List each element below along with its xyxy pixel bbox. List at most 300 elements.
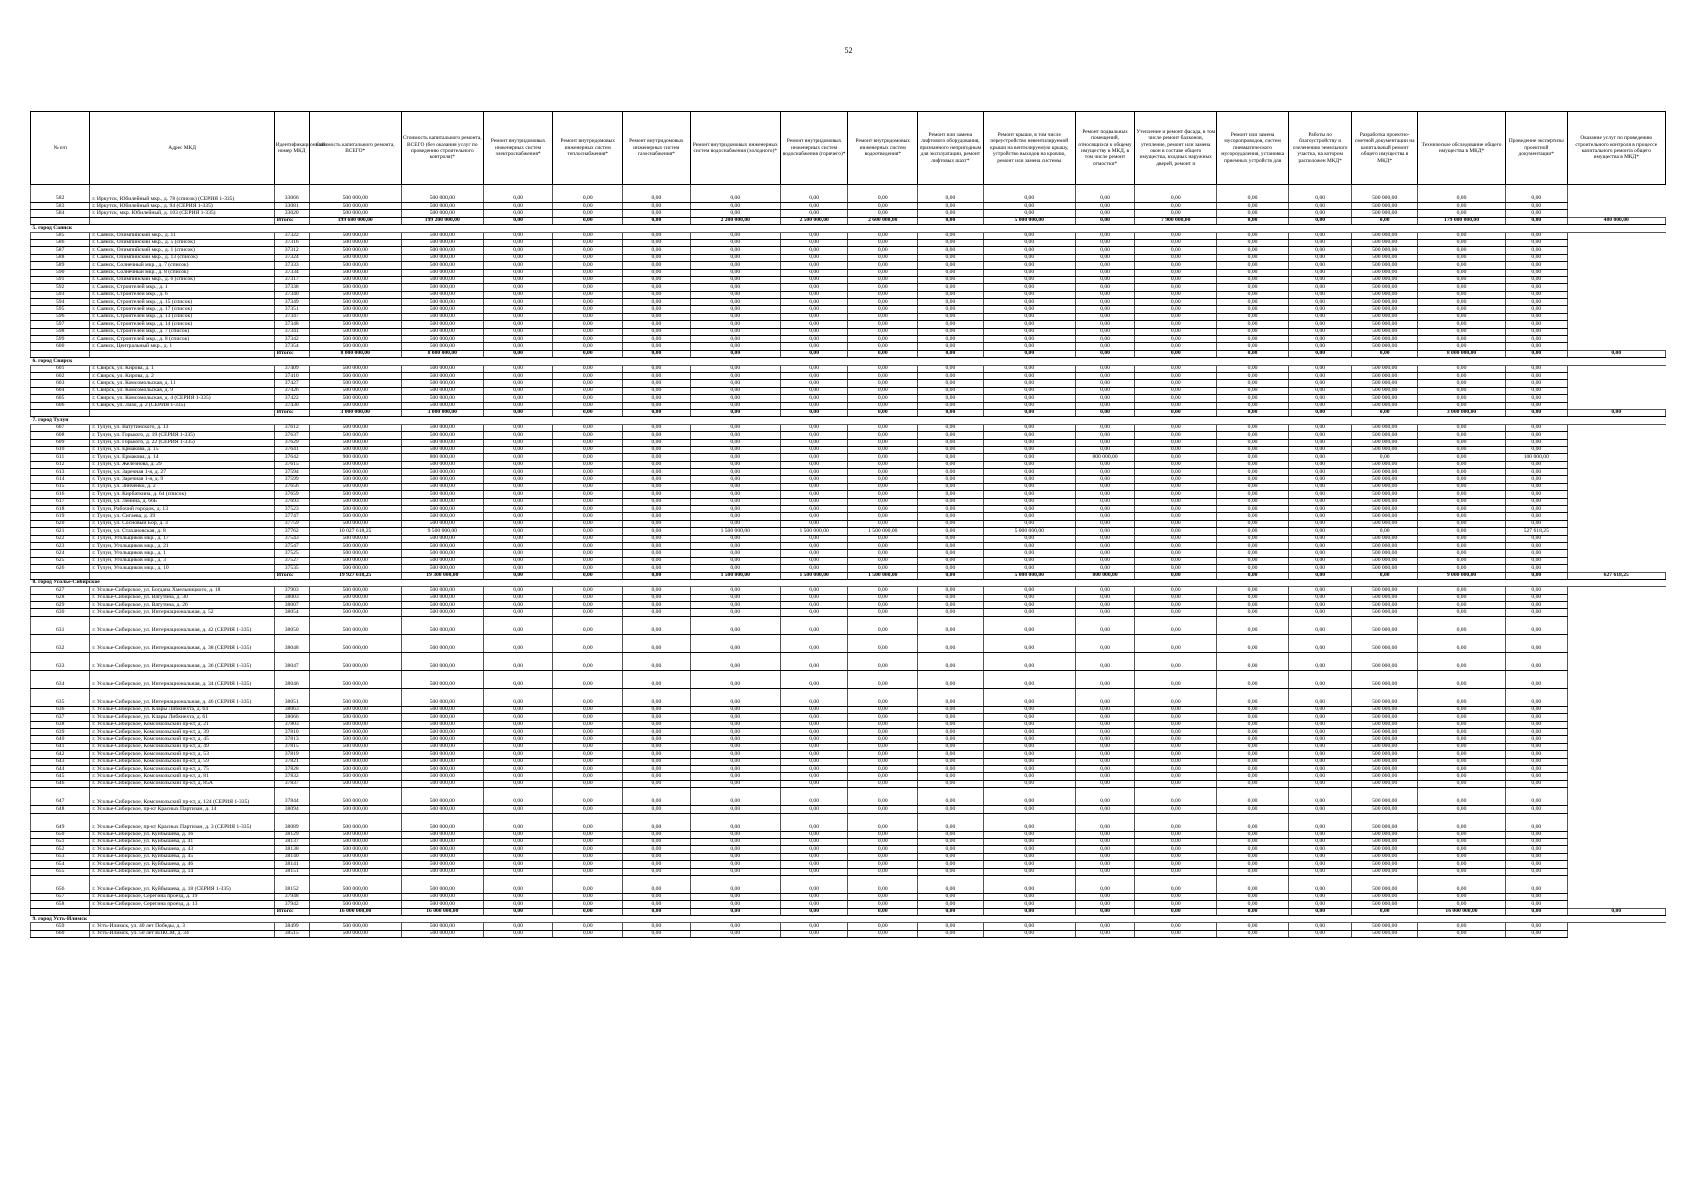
table-row xyxy=(31,688,1666,706)
table-row xyxy=(31,395,1666,402)
value-cell: 500 000,00 xyxy=(1352,306,1418,313)
address-cell: г. Усолье-Сибирское, ул. Ватутина, д. 30 xyxy=(90,594,274,601)
total-value-cell: 16 000 000,00 xyxy=(309,908,401,915)
value-cell: 0,00 xyxy=(918,498,984,505)
value-cell: 0,00 xyxy=(483,838,553,845)
row-number: 633 xyxy=(31,652,90,670)
building-id-cell: 37334 xyxy=(274,269,309,276)
value-cell: 0,00 xyxy=(918,306,984,313)
value-cell: 0,00 xyxy=(918,766,984,773)
column-header: № п/п xyxy=(31,112,90,185)
value-cell: 500 000,00 xyxy=(1352,284,1418,291)
value-cell: 0,00 xyxy=(623,395,691,402)
value-cell: 0,00 xyxy=(918,299,984,306)
column-header: Техническое обследование общего имущества в МКД* xyxy=(1417,112,1505,185)
value-cell: 0,00 xyxy=(483,306,553,313)
value-cell: 0,00 xyxy=(1135,780,1217,787)
value-cell: 0,00 xyxy=(483,706,553,713)
value-cell: 0,00 xyxy=(483,372,553,379)
total-value-cell: 8 000 000,00 xyxy=(401,350,483,357)
address-cell: г. Тулун, ул. Сигаева, д. 39 xyxy=(90,513,274,520)
building-id-cell: 37427 xyxy=(274,380,309,387)
table-row xyxy=(31,498,1666,505)
value-cell: 0,00 xyxy=(553,203,623,210)
value-cell: 0,00 xyxy=(1417,557,1505,564)
value-cell: 0,00 xyxy=(918,806,984,813)
value-cell: 0,00 xyxy=(690,706,780,713)
value-cell: 0,00 xyxy=(1135,306,1217,313)
address-cell: г. Усолье-Сибирское, ул. Клары Либкнехта, д. 61 xyxy=(90,714,274,721)
value-cell: 0,00 xyxy=(1288,299,1352,306)
value-cell: 500 000,00 xyxy=(401,652,483,670)
value-cell: 0,00 xyxy=(1506,446,1567,453)
total-value-cell: 0,00 xyxy=(483,217,553,224)
value-cell: 0,00 xyxy=(983,336,1075,343)
value-cell: 0,00 xyxy=(1135,313,1217,320)
value-cell: 500 000,00 xyxy=(1352,476,1418,483)
address-cell: г. Тулун, Угольщиков мкр., д. 1 xyxy=(90,550,274,557)
value-cell: 0,00 xyxy=(848,853,918,860)
value-cell: 0,00 xyxy=(553,788,623,806)
table-row xyxy=(31,846,1666,853)
value-cell: 0,00 xyxy=(483,185,553,203)
total-value-cell: 0,00 xyxy=(1217,409,1289,416)
value-cell: 0,00 xyxy=(1506,299,1567,306)
value-cell: 0,00 xyxy=(983,446,1075,453)
value-cell: 0,00 xyxy=(690,343,780,350)
building-id-cell: 38137 xyxy=(274,838,309,845)
row-number: 650 xyxy=(31,831,90,838)
row-number: 651 xyxy=(31,838,90,845)
value-cell: 0,00 xyxy=(1506,380,1567,387)
value-cell: 0,00 xyxy=(1217,365,1289,372)
value-cell: 1 500 000,00 xyxy=(780,528,848,535)
column-header: Ремонт внутридомовых инженерных систем водоснабжения (горячего)* xyxy=(780,112,848,185)
value-cell: 100 000,00 xyxy=(1506,454,1567,461)
value-cell: 0,00 xyxy=(848,780,918,787)
table-row xyxy=(31,483,1666,490)
value-cell: 0,00 xyxy=(1075,542,1134,549)
value-cell: 0,00 xyxy=(553,550,623,557)
value-cell: 0,00 xyxy=(1075,773,1134,780)
value-cell: 0,00 xyxy=(780,380,848,387)
value-cell: 0,00 xyxy=(1075,846,1134,853)
value-cell: 0,00 xyxy=(690,688,780,706)
table-row xyxy=(31,743,1666,750)
value-cell: 500 000,00 xyxy=(309,461,401,468)
total-value-cell: 0,00 xyxy=(1352,217,1418,224)
value-cell: 0,00 xyxy=(623,594,691,601)
value-cell: 0,00 xyxy=(780,313,848,320)
value-cell: 0,00 xyxy=(1506,901,1567,908)
value-cell: 0,00 xyxy=(848,387,918,394)
value-cell: 0,00 xyxy=(918,758,984,765)
value-cell: 0,00 xyxy=(1417,365,1505,372)
value-cell: 0,00 xyxy=(1075,203,1134,210)
value-cell: 0,00 xyxy=(553,439,623,446)
value-cell: 0,00 xyxy=(1288,780,1352,787)
row-number: 659 xyxy=(31,923,90,930)
value-cell: 0,00 xyxy=(1506,587,1567,594)
value-cell: 500 000,00 xyxy=(401,432,483,439)
value-cell: 0,00 xyxy=(983,328,1075,335)
value-cell: 500 000,00 xyxy=(401,846,483,853)
value-cell: 500 000,00 xyxy=(401,402,483,409)
value-cell: 0,00 xyxy=(918,520,984,527)
value-cell: 0,00 xyxy=(780,565,848,572)
value-cell: 500 000,00 xyxy=(1352,831,1418,838)
value-cell: 0,00 xyxy=(780,901,848,908)
table-row xyxy=(31,491,1666,498)
value-cell: 0,00 xyxy=(623,328,691,335)
total-value-cell: 0,00 xyxy=(690,409,780,416)
table-row xyxy=(31,372,1666,379)
address-cell: г. Тулун, Рабочий городок, д. 13 xyxy=(90,506,274,513)
value-cell: 500 000,00 xyxy=(1352,743,1418,750)
value-cell: 0,00 xyxy=(690,491,780,498)
table-row xyxy=(31,806,1666,813)
value-cell: 0,00 xyxy=(623,688,691,706)
total-row xyxy=(31,217,1666,224)
value-cell: 500 000,00 xyxy=(1352,247,1418,254)
value-cell: 0,00 xyxy=(1075,262,1134,269)
row-number: 618 xyxy=(31,506,90,513)
value-cell: 0,00 xyxy=(483,269,553,276)
value-cell: 500 000,00 xyxy=(401,446,483,453)
value-cell: 0,00 xyxy=(1417,269,1505,276)
value-cell: 0,00 xyxy=(918,513,984,520)
value-cell: 0,00 xyxy=(483,773,553,780)
value-cell: 0,00 xyxy=(483,736,553,743)
column-header: Ремонт внутридомовых инженерных систем водоотведения* xyxy=(848,112,918,185)
row-number: 598 xyxy=(31,328,90,335)
value-cell: 500 000,00 xyxy=(1352,483,1418,490)
value-cell: 0,00 xyxy=(780,609,848,616)
value-cell: 0,00 xyxy=(623,813,691,831)
value-cell: 0,00 xyxy=(483,284,553,291)
value-cell: 0,00 xyxy=(1417,758,1505,765)
total-value-cell: 0,00 xyxy=(918,572,984,579)
value-cell: 500 000,00 xyxy=(309,262,401,269)
building-id-cell: 37409 xyxy=(274,365,309,372)
value-cell: 0,00 xyxy=(1217,469,1289,476)
value-cell: 0,00 xyxy=(918,432,984,439)
value-cell: 0,00 xyxy=(848,861,918,868)
value-cell: 500 000,00 xyxy=(401,729,483,736)
value-cell: 0,00 xyxy=(623,432,691,439)
value-cell: 0,00 xyxy=(1288,276,1352,283)
value-cell: 0,00 xyxy=(623,587,691,594)
building-id-cell: 37637 xyxy=(274,432,309,439)
value-cell: 0,00 xyxy=(553,901,623,908)
value-cell: 0,00 xyxy=(1506,328,1567,335)
value-cell: 0,00 xyxy=(1075,550,1134,557)
value-cell: 500 000,00 xyxy=(309,483,401,490)
value-cell: 0,00 xyxy=(918,602,984,609)
value-cell: 0,00 xyxy=(983,321,1075,328)
value-cell: 0,00 xyxy=(1075,461,1134,468)
table-row xyxy=(31,535,1666,542)
value-cell: 500 000,00 xyxy=(309,893,401,900)
value-cell: 0,00 xyxy=(1135,461,1217,468)
row-number: 649 xyxy=(31,813,90,831)
value-cell: 0,00 xyxy=(983,284,1075,291)
value-cell: 0,00 xyxy=(848,550,918,557)
empty-cell xyxy=(90,572,274,579)
total-value-cell: 1 500 000,00 xyxy=(848,572,918,579)
value-cell: 0,00 xyxy=(1417,395,1505,402)
value-cell: 0,00 xyxy=(983,634,1075,652)
building-id-cell: 37813 xyxy=(274,736,309,743)
total-value-cell: 3 000 000,00 xyxy=(401,409,483,416)
value-cell: 0,00 xyxy=(1288,284,1352,291)
value-cell: 0,00 xyxy=(848,609,918,616)
value-cell: 0,00 xyxy=(1288,446,1352,453)
value-cell: 0,00 xyxy=(1217,838,1289,845)
value-cell: 0,00 xyxy=(623,439,691,446)
value-cell: 0,00 xyxy=(780,446,848,453)
value-cell: 0,00 xyxy=(983,439,1075,446)
row-number: 637 xyxy=(31,714,90,721)
table-row xyxy=(31,284,1666,291)
value-cell: 0,00 xyxy=(1075,893,1134,900)
building-id-cell: 37594 xyxy=(274,469,309,476)
value-cell: 0,00 xyxy=(1417,535,1505,542)
value-cell: 0,00 xyxy=(1217,306,1289,313)
table-row xyxy=(31,185,1666,203)
value-cell: 0,00 xyxy=(1506,542,1567,549)
value-cell: 0,00 xyxy=(1217,652,1289,670)
value-cell: 0,00 xyxy=(1352,454,1418,461)
row-number: 644 xyxy=(31,766,90,773)
value-cell: 0,00 xyxy=(918,688,984,706)
value-cell: 0,00 xyxy=(1135,239,1217,246)
value-cell: 0,00 xyxy=(1217,861,1289,868)
value-cell: 800 000,00 xyxy=(1075,454,1134,461)
value-cell: 0,00 xyxy=(1288,609,1352,616)
value-cell: 0,00 xyxy=(690,291,780,298)
value-cell: 0,00 xyxy=(848,269,918,276)
total-value-cell: 0,00 xyxy=(1075,350,1134,357)
value-cell: 0,00 xyxy=(1135,454,1217,461)
building-id-cell: 38089 xyxy=(274,813,309,831)
value-cell: 0,00 xyxy=(1135,751,1217,758)
row-number: 583 xyxy=(31,203,90,210)
building-id-cell: 37832 xyxy=(274,773,309,780)
value-cell: 9 500 000,00 xyxy=(401,528,483,535)
value-cell: 0,00 xyxy=(780,868,848,875)
value-cell: 0,00 xyxy=(623,853,691,860)
value-cell: 500 000,00 xyxy=(401,634,483,652)
value-cell: 0,00 xyxy=(1135,284,1217,291)
value-cell: 0,00 xyxy=(780,210,848,217)
value-cell: 0,00 xyxy=(848,432,918,439)
value-cell: 0,00 xyxy=(483,806,553,813)
total-value-cell: 0,00 xyxy=(1217,217,1289,224)
value-cell: 0,00 xyxy=(623,923,691,930)
value-cell: 0,00 xyxy=(553,634,623,652)
value-cell: 0,00 xyxy=(983,670,1075,688)
value-cell: 0,00 xyxy=(623,469,691,476)
value-cell: 0,00 xyxy=(1288,328,1352,335)
total-value-cell: 0,00 xyxy=(1352,409,1418,416)
value-cell: 0,00 xyxy=(983,616,1075,634)
value-cell: 0,00 xyxy=(848,446,918,453)
value-cell: 0,00 xyxy=(983,838,1075,845)
table-row xyxy=(31,766,1666,773)
table-row xyxy=(31,602,1666,609)
value-cell: 0,00 xyxy=(623,773,691,780)
total-value-cell: 0,00 xyxy=(918,908,984,915)
value-cell: 500 000,00 xyxy=(309,520,401,527)
value-cell: 0,00 xyxy=(1217,321,1289,328)
value-cell: 0,00 xyxy=(1217,476,1289,483)
value-cell: 0,00 xyxy=(1417,210,1505,217)
total-label: Итого: xyxy=(274,350,309,357)
building-id-cell: 37828 xyxy=(274,766,309,773)
value-cell: 0,00 xyxy=(1288,550,1352,557)
value-cell: 0,00 xyxy=(1288,336,1352,343)
building-id-cell: 37410 xyxy=(274,372,309,379)
value-cell: 0,00 xyxy=(983,609,1075,616)
value-cell: 500 000,00 xyxy=(401,439,483,446)
value-cell: 0,00 xyxy=(1417,491,1505,498)
building-id-cell: 37317 xyxy=(274,276,309,283)
value-cell: 0,00 xyxy=(1417,901,1505,908)
value-cell: 0,00 xyxy=(690,609,780,616)
value-cell: 500 000,00 xyxy=(401,262,483,269)
value-cell: 0,00 xyxy=(848,806,918,813)
value-cell: 0,00 xyxy=(780,729,848,736)
value-cell: 0,00 xyxy=(1506,313,1567,320)
value-cell: 0,00 xyxy=(780,838,848,845)
address-cell: г. Саянск, Олимпийский мкр., д. 13 (список) xyxy=(90,254,274,261)
value-cell: 500 000,00 xyxy=(309,616,401,634)
value-cell: 0,00 xyxy=(848,498,918,505)
value-cell: 0,00 xyxy=(553,284,623,291)
value-cell: 0,00 xyxy=(780,688,848,706)
value-cell: 0,00 xyxy=(483,813,553,831)
value-cell: 500 000,00 xyxy=(309,721,401,728)
total-value-cell: 0,00 xyxy=(623,217,691,224)
value-cell: 0,00 xyxy=(1288,262,1352,269)
value-cell: 0,00 xyxy=(690,365,780,372)
value-cell: 0,00 xyxy=(1075,402,1134,409)
value-cell: 0,00 xyxy=(553,336,623,343)
value-cell: 0,00 xyxy=(918,321,984,328)
address-cell: г. Тулун, ул. Ермакова, д. 15 xyxy=(90,446,274,453)
value-cell: 500 000,00 xyxy=(1352,313,1418,320)
value-cell: 0,00 xyxy=(690,535,780,542)
value-cell: 0,00 xyxy=(1288,901,1352,908)
value-cell: 0,00 xyxy=(983,861,1075,868)
value-cell: 0,00 xyxy=(1288,831,1352,838)
table-row xyxy=(31,868,1666,875)
value-cell: 500 000,00 xyxy=(309,780,401,787)
row-number: 595 xyxy=(31,306,90,313)
value-cell: 0,00 xyxy=(690,758,780,765)
value-cell: 0,00 xyxy=(918,203,984,210)
value-cell: 0,00 xyxy=(1217,846,1289,853)
value-cell: 0,00 xyxy=(623,454,691,461)
value-cell: 0,00 xyxy=(690,498,780,505)
value-cell: 0,00 xyxy=(780,788,848,806)
section-title: 8. город Усолье-Сибирское xyxy=(31,579,1666,586)
value-cell: 0,00 xyxy=(983,365,1075,372)
value-cell: 0,00 xyxy=(780,743,848,750)
value-cell: 0,00 xyxy=(623,557,691,564)
total-value-cell: 0,00 xyxy=(1288,572,1352,579)
value-cell: 0,00 xyxy=(1288,594,1352,601)
value-cell: 0,00 xyxy=(1075,652,1134,670)
section-title: 5. город Саянск xyxy=(31,225,1666,232)
value-cell: 0,00 xyxy=(1217,565,1289,572)
value-cell: 0,00 xyxy=(780,372,848,379)
value-cell: 0,00 xyxy=(918,729,984,736)
value-cell: 0,00 xyxy=(1135,729,1217,736)
row-number: 605 xyxy=(31,395,90,402)
row-number: 648 xyxy=(31,806,90,813)
value-cell: 0,00 xyxy=(1288,729,1352,736)
value-cell: 0,00 xyxy=(1217,247,1289,254)
value-cell: 0,00 xyxy=(1506,565,1567,572)
total-value-cell: 19 927 618,25 xyxy=(309,572,401,579)
value-cell: 500 000,00 xyxy=(401,780,483,787)
value-cell: 0,00 xyxy=(1506,714,1567,721)
address-cell: г. Тулун, ул. Горького, д. 22 (СЕРИЯ 1-335) xyxy=(90,439,274,446)
value-cell: 0,00 xyxy=(1506,439,1567,446)
address-cell: г. Свирск, ул. Комсомольская, д. 9 xyxy=(90,387,274,394)
repair-program-table-container xyxy=(30,111,1666,938)
value-cell: 0,00 xyxy=(690,461,780,468)
table-row xyxy=(31,454,1666,461)
value-cell: 0,00 xyxy=(780,185,848,203)
value-cell: 0,00 xyxy=(1288,506,1352,513)
address-cell: г. Усолье-Сибирское, ул. Куйбышева, д. 43 xyxy=(90,846,274,853)
row-number: 625 xyxy=(31,557,90,564)
value-cell: 0,00 xyxy=(623,520,691,527)
address-cell: г. Тулун, ул. Горького, д. 19 (СЕРИЯ 1-335) xyxy=(90,432,274,439)
address-cell: г. Усолье-Сибирское, ул. Куйбышева, д. 46 xyxy=(90,861,274,868)
value-cell: 0,00 xyxy=(690,306,780,313)
value-cell: 0,00 xyxy=(918,535,984,542)
total-value-cell: 8 000 000,00 xyxy=(309,350,401,357)
value-cell: 0,00 xyxy=(780,291,848,298)
total-value-cell: 0,00 xyxy=(848,409,918,416)
value-cell: 0,00 xyxy=(553,868,623,875)
value-cell: 0,00 xyxy=(623,372,691,379)
value-cell: 0,00 xyxy=(1135,491,1217,498)
value-cell: 0,00 xyxy=(690,670,780,688)
address-cell: г. Усолье-Сибирское, ул. Куйбышева, д. 45 xyxy=(90,853,274,860)
table-row xyxy=(31,520,1666,527)
empty-cell xyxy=(90,350,274,357)
table-row xyxy=(31,506,1666,513)
total-value-cell: 0,00 xyxy=(1135,908,1217,915)
value-cell: 0,00 xyxy=(1288,861,1352,868)
value-cell: 0,00 xyxy=(848,454,918,461)
value-cell: 0,00 xyxy=(1417,751,1505,758)
value-cell: 0,00 xyxy=(1417,291,1505,298)
value-cell: 0,00 xyxy=(690,831,780,838)
value-cell: 0,00 xyxy=(1417,780,1505,787)
value-cell: 0,00 xyxy=(1288,321,1352,328)
value-cell: 0,00 xyxy=(848,343,918,350)
row-number: 640 xyxy=(31,736,90,743)
value-cell: 0,00 xyxy=(483,461,553,468)
value-cell: 0,00 xyxy=(1217,291,1289,298)
row-number: 607 xyxy=(31,424,90,431)
